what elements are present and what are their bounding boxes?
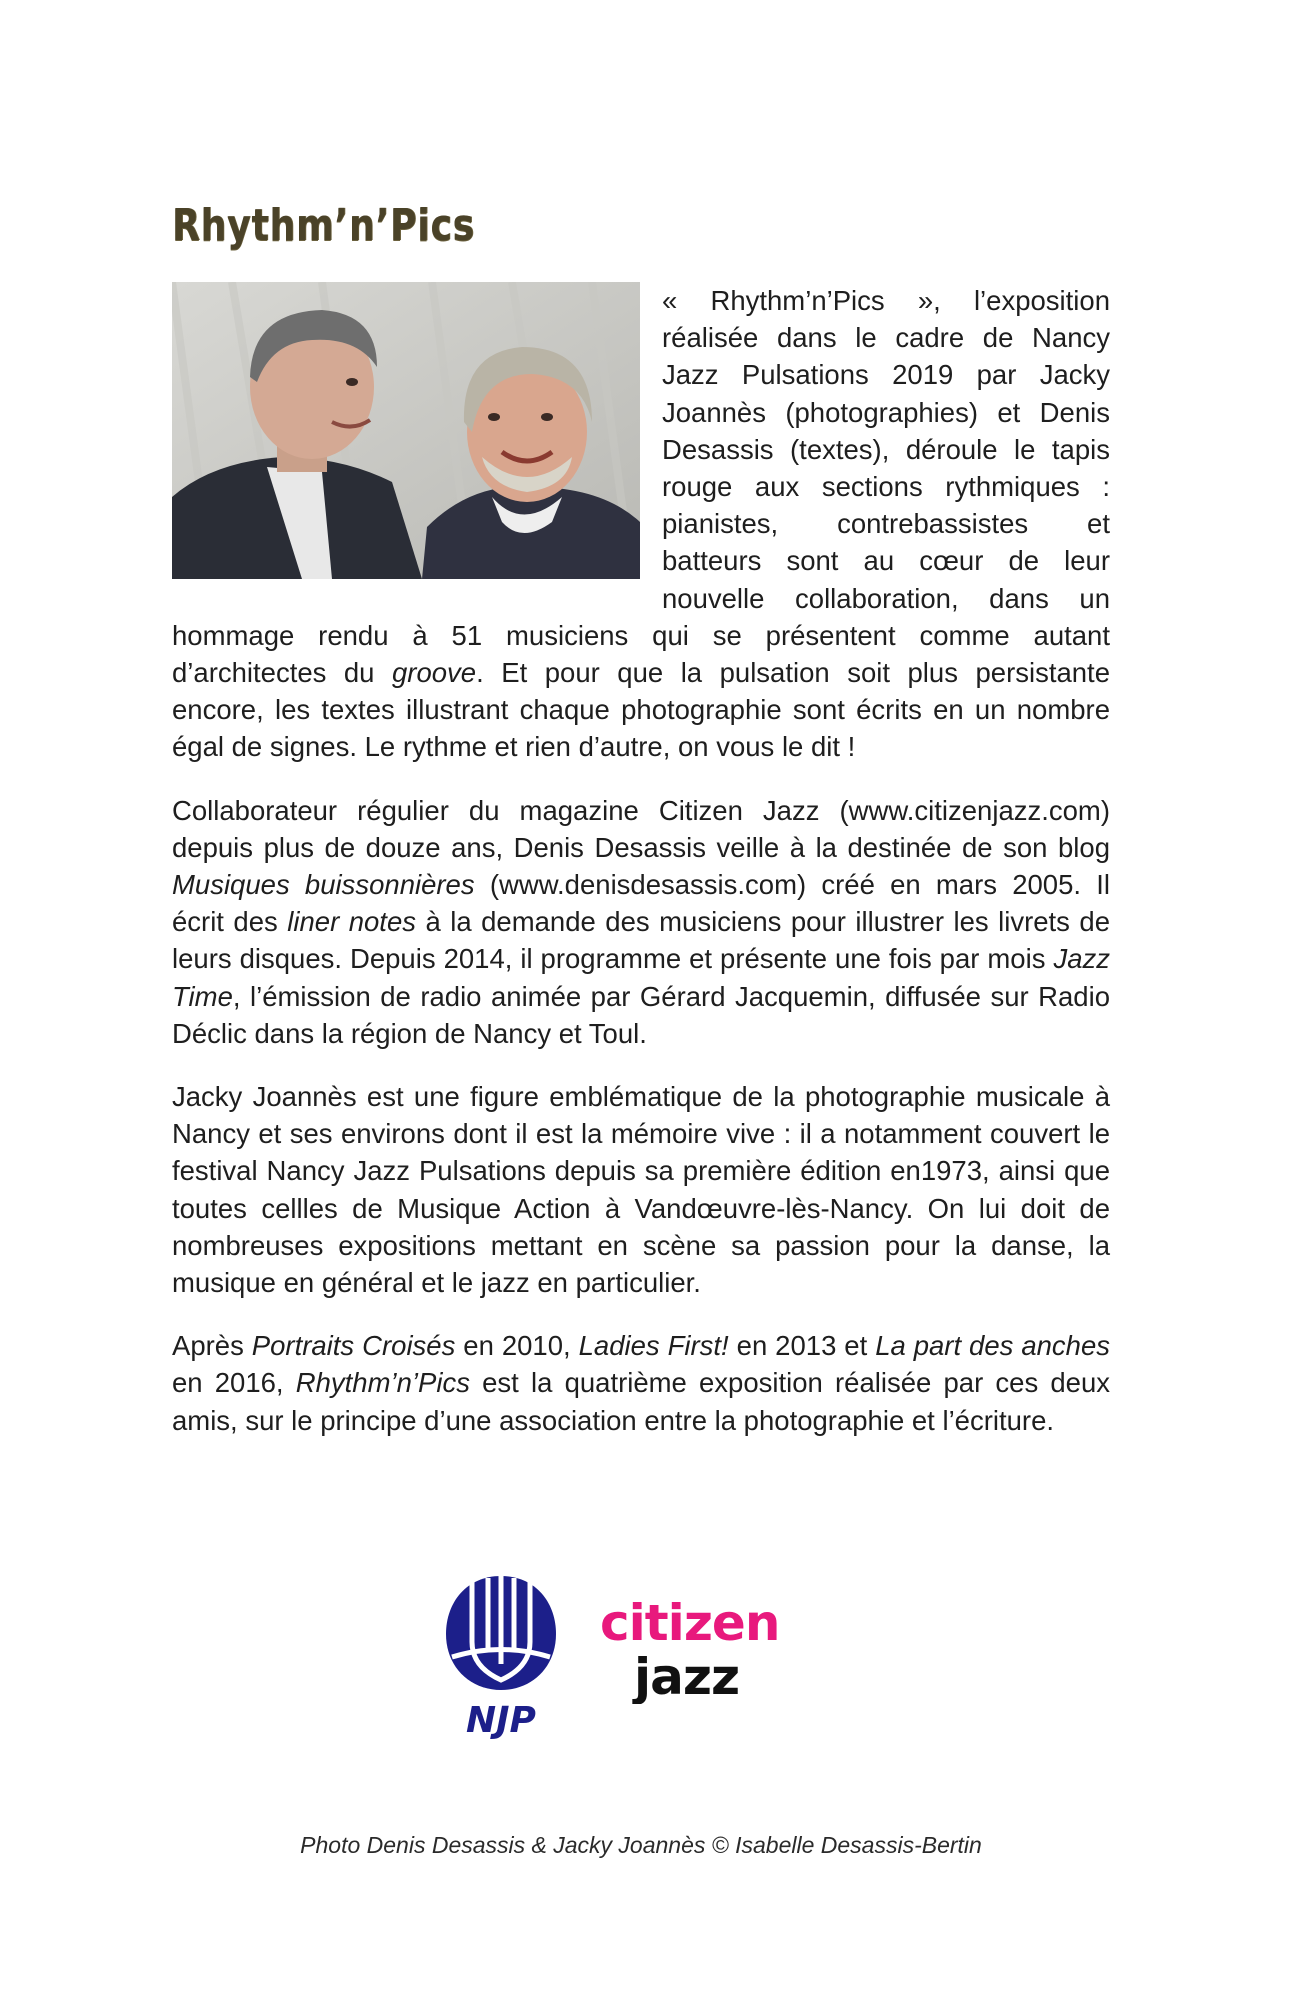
citizen-jazz-logo xyxy=(600,1594,850,1704)
partner-logos xyxy=(442,1572,922,1742)
portrait-photo-image xyxy=(172,282,640,579)
citizen-logo-text: citizen xyxy=(600,1594,780,1652)
body-text xyxy=(172,282,1110,1465)
njp-logo-text: NJP xyxy=(466,1700,536,1740)
paragraph-history: Après Portraits Croisés en 2010, Ladies First! en 2013 et La part des anches en 2016, Rhythm’n’Pics est la quatrième exposition réalisée par ces deux amis, sur le principe d’une association entre la photographie et l’écriture. xyxy=(172,1330,1111,1436)
page-title: Rhythm’n’Pics xyxy=(172,200,475,251)
njp-logo xyxy=(442,1572,560,1740)
jazz-logo-text: jazz xyxy=(634,1648,740,1704)
photo-caption: Photo Denis Desassis & Jacky Joannès © Isabelle Desassis-Bertin xyxy=(300,1832,982,1858)
paragraph-denis: Collaborateur régulier du magazine Citizen Jazz (www.citizenjazz.com) depuis plus de douze ans, Denis Desassis veille à la destinée de son blog Musiques buissonnières (www.denisdesassis.com) créé en mars 2005. Il écrit des liner notes à la demande des musiciens pour illustrer les livrets de leurs disques. Depuis 2014, il programme et présente une fois par mois Jazz Time, l’émission de radio animée par Gérard Jacquemin, diffusée sur Radio Déclic dans la région de Nancy et Toul. xyxy=(172,794,1111,1049)
paragraph-jacky: Jacky Joannès est une figure emblématique de la photographie musicale à Nancy et ses environs dont il est la mémoire vive : il a notamment couvert le festival Nancy Jazz Pulsations depuis sa première édition en1973, ainsi que toutes cellles de Musique Action à Vandœuvre-lès-Nancy. On lui doit de nombreuses expositions mettant en scène sa passion pour la danse, la musique en général et le jazz en particulier. xyxy=(172,1081,1110,1299)
paragraph-intro: « Rhythm’n’Pics », l’exposition réalisée dans le cadre de Nancy Jazz Pulsations 2019 par Jacky Joannès (photographies) et Denis Desassis (textes), déroule le tapis rouge aux sections rythmiques : pianistes, contrebassistes et batteurs sont au cœur de leur nouvelle collaboration, dans un hommage rendu à 51 musiciens qui se présentent comme autant d’architectes du groove. Et pour que la pulsation soit plus persistante encore, les textes illustrant chaque photographie sont écrits en un nombre égal de signes. Le rythme et rien d’autre, on vous le dit ! xyxy=(172,285,1110,763)
portrait-photo xyxy=(172,282,640,579)
